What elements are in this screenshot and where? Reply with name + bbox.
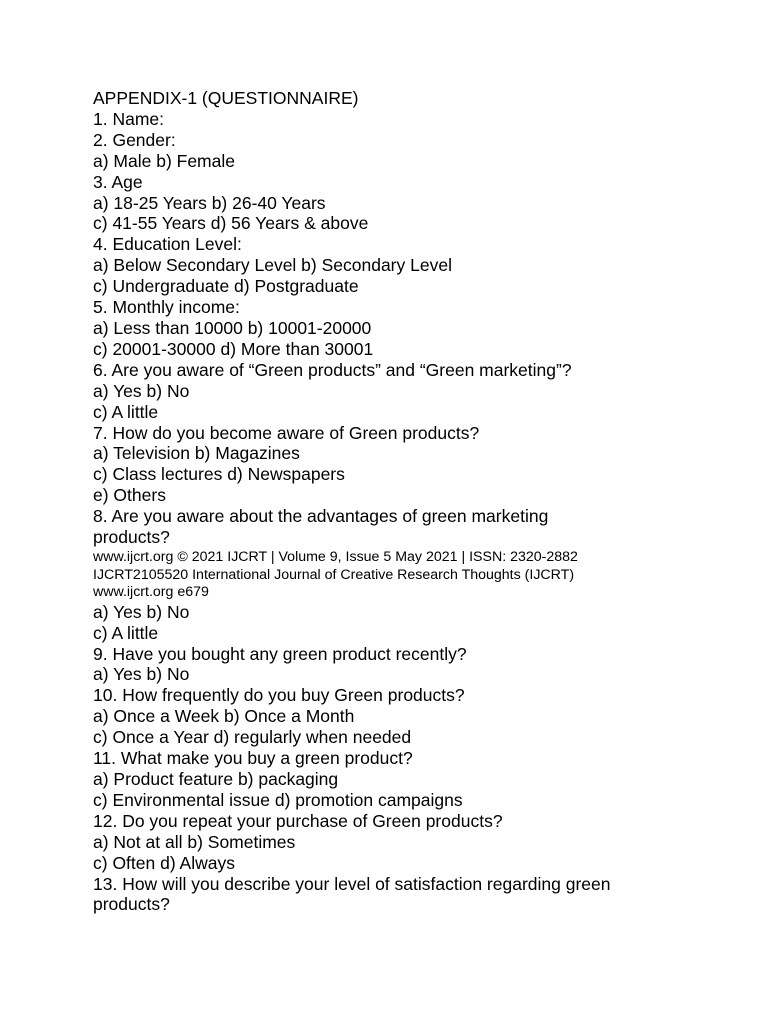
repeat-options-line-1: a) Not at all b) Sometimes xyxy=(93,831,296,852)
frequency-options-line-2: c) Once a Year d) regularly when needed xyxy=(93,727,412,748)
question-3-age: 3. Age xyxy=(93,171,143,192)
motivation-options-line-1: a) Product feature b) packaging xyxy=(93,768,339,789)
source-options-line-1: a) Television b) Magazines xyxy=(93,443,300,464)
source-options-line-2: c) Class lectures d) Newspapers xyxy=(93,464,345,485)
question-9-bought: 9. Have you bought any green product recently? xyxy=(93,643,467,664)
question-2-gender: 2. Gender: xyxy=(93,129,176,150)
motivation-options-line-2: c) Environmental issue d) promotion campaigns xyxy=(93,789,463,810)
awareness-options-line-2: c) A little xyxy=(93,401,159,422)
awareness-options-line-1: a) Yes b) No xyxy=(93,380,190,401)
document-title: APPENDIX-1 (QUESTIONNAIRE) xyxy=(93,88,359,108)
question-8-line-1: 8. Are you aware about the advantages of green marketing xyxy=(93,506,549,527)
income-options-line-2: c) 20001-30000 d) More than 30001 xyxy=(93,338,374,359)
q8-options-line-1: a) Yes b) No xyxy=(93,601,190,622)
footer-line-3: www.ijcrt.org e679 xyxy=(93,584,209,601)
questions-before-footer xyxy=(93,109,733,548)
age-options-line-2: c) 41-55 Years d) 56 Years & above xyxy=(93,213,369,234)
education-options-line-2: c) Undergraduate d) Postgraduate xyxy=(93,276,359,297)
question-6-awareness: 6. Are you aware of “Green products” and “Green marketing”? xyxy=(93,359,572,380)
question-4-education: 4. Education Level: xyxy=(93,234,242,255)
question-13-line-1: 13. How will you describe your level of satisfaction regarding green xyxy=(93,873,611,894)
question-11-motivation: 11. What make you buy a green product? xyxy=(93,748,413,769)
source-options-line-3: e) Others xyxy=(93,485,166,506)
frequency-options-line-1: a) Once a Week b) Once a Month xyxy=(93,706,355,727)
income-options-line-1: a) Less than 10000 b) 10001-20000 xyxy=(93,317,372,338)
journal-footer xyxy=(93,549,733,601)
gender-options: a) Male b) Female xyxy=(93,150,235,171)
footer-line-2: IJCRT2105520 International Journal of Creative Research Thoughts (IJCRT) xyxy=(93,566,575,583)
age-options-line-1: a) 18-25 Years b) 26-40 Years xyxy=(93,192,326,213)
question-7-source: 7. How do you become aware of Green products? xyxy=(93,422,480,443)
question-8-line-2: products? xyxy=(93,527,170,548)
question-10-frequency: 10. How frequently do you buy Green products? xyxy=(93,685,465,706)
q8-options-line-2: c) A little xyxy=(93,622,159,643)
question-13-line-2: products? xyxy=(93,894,170,915)
bought-options: a) Yes b) No xyxy=(93,664,190,685)
document-page xyxy=(93,88,733,915)
question-1-name: 1. Name: xyxy=(93,108,164,129)
question-5-income: 5. Monthly income: xyxy=(93,297,240,318)
footer-line-1: www.ijcrt.org © 2021 IJCRT | Volume 9, Issue 5 May 2021 | ISSN: 2320-2882 xyxy=(93,548,578,565)
education-options-line-1: a) Below Secondary Level b) Secondary Level xyxy=(93,255,452,276)
question-12-repeat: 12. Do you repeat your purchase of Green products? xyxy=(93,810,503,831)
repeat-options-line-2: c) Often d) Always xyxy=(93,852,235,873)
questions-after-footer xyxy=(93,602,733,916)
